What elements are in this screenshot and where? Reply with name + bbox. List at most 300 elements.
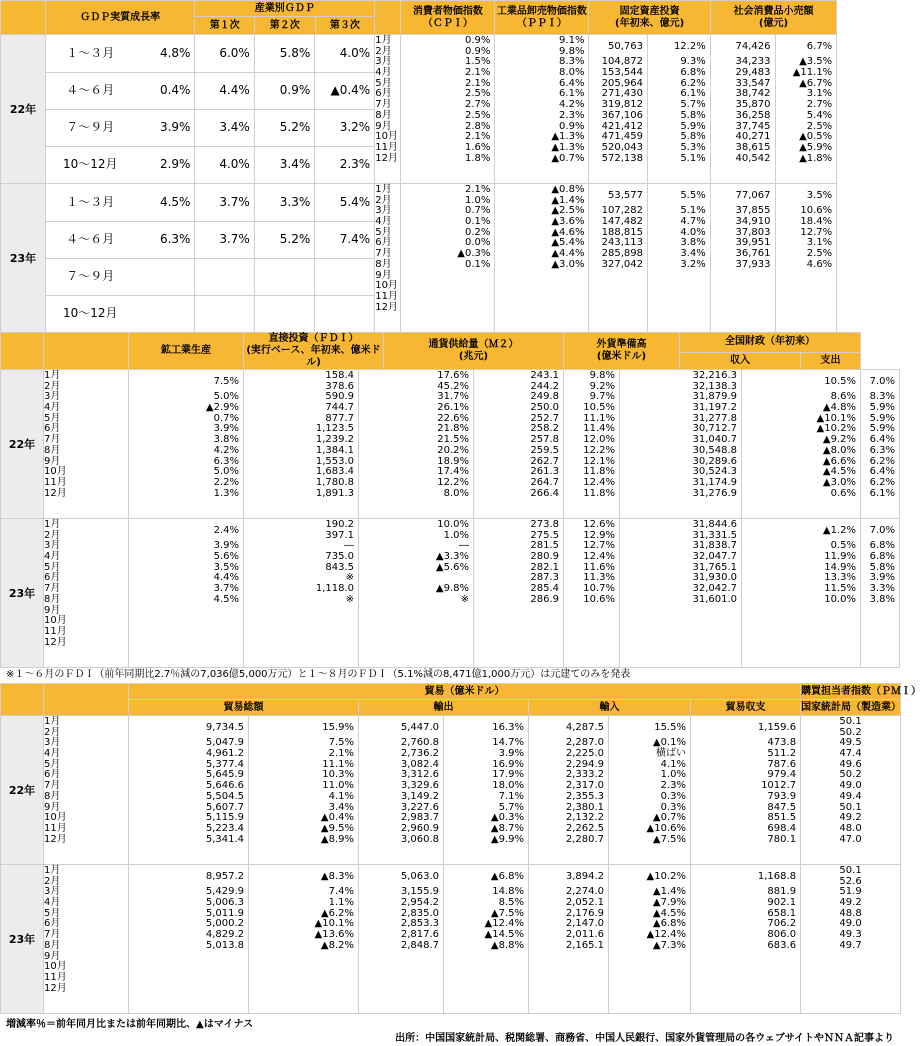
trade-total-2023 (129, 865, 249, 1014)
value-cell: 14.8% (492, 886, 524, 898)
value-cell: 30,524.3 (692, 466, 737, 478)
sector-gdp-value: 3.4% (254, 146, 314, 183)
month-label: 2月 (375, 194, 392, 206)
retail-yoy-2022 (775, 35, 837, 184)
value-cell: 10.6% (583, 593, 615, 605)
value-cell: 12.0% (583, 434, 615, 446)
month-label: 11月 (44, 971, 67, 983)
value-cell: 5,377.4 (205, 758, 244, 770)
value-cell: 31,879.9 (692, 391, 737, 403)
value-cell: 5.6% (213, 551, 239, 563)
value-cell: ▲0.4% (320, 812, 354, 824)
value-cell: 12.4% (583, 551, 615, 563)
value-cell: 843.5 (325, 561, 354, 573)
month-label: 5月 (44, 561, 61, 573)
month-label: 12月 (375, 152, 398, 164)
value-cell: 10.3% (322, 769, 354, 781)
header-pmi-nbs: 国家統計局（製造業） (801, 700, 901, 716)
value-cell: 205,964 (601, 77, 643, 89)
value-cell: 6.1% (869, 487, 895, 499)
value-cell: ▲8.2% (320, 939, 354, 951)
header-industrial-production: 鉱工業生産 (129, 333, 244, 370)
value-cell: 735.0 (325, 551, 354, 563)
value-cell: 847.5 (767, 801, 797, 813)
value-cell: 5,011.9 (205, 907, 244, 919)
value-cell: 7.0% (869, 525, 895, 536)
value-cell: 5.7% (498, 801, 524, 813)
value-cell: 4.1% (660, 758, 686, 770)
year-label-23: 23年 (1, 519, 44, 668)
value-cell: 52.6 (839, 875, 862, 887)
value-cell: 12.2% (583, 444, 615, 456)
month-label: 1月 (375, 184, 392, 195)
sector-gdp-value: ▲0.4% (315, 72, 374, 109)
value-cell: 3,149.2 (400, 790, 439, 802)
value-cell: 1.0% (464, 194, 491, 206)
value-cell: 18.9% (437, 455, 469, 467)
gdp-growth-value (135, 258, 195, 295)
pmi-nbs-2022 (801, 716, 901, 865)
trade-total-yoy-2022 (249, 716, 359, 865)
value-cell: 285.4 (530, 583, 559, 595)
value-cell: ▲4.5% (822, 466, 857, 478)
m2-yoy-2023 (564, 519, 620, 668)
month-label: 1月 (44, 716, 61, 727)
value-cell: 5,645.9 (205, 769, 244, 781)
value-cell: 0.3% (660, 790, 686, 802)
value-cell: 6.7% (806, 41, 833, 52)
month-label: 10月 (375, 131, 398, 143)
value-cell: 3.8% (213, 434, 239, 446)
month-label: 5月 (44, 758, 61, 770)
value-cell: 1.0% (660, 769, 686, 781)
fai-2023 (589, 184, 648, 333)
value-cell: 50.1 (839, 716, 862, 727)
footer-source: 出所：中国国家統計局、税関総署、商務省、中国人民銀行、国家外貨管理局の各ウェブサイトやＮＮＡ記事より (395, 1033, 894, 1044)
month-label: 6月 (44, 769, 61, 781)
value-cell: 1,683.4 (315, 466, 354, 478)
sector-gdp-value (315, 258, 374, 295)
value-cell: 2.5% (806, 248, 833, 260)
value-cell: ― (459, 540, 469, 552)
value-cell: 3.3% (869, 583, 895, 595)
quarter-label: １～３月 (66, 194, 115, 209)
value-cell: 8.3% (869, 391, 895, 403)
value-cell: 2.1% (464, 67, 491, 79)
month-label: 9月 (44, 950, 61, 962)
value-cell: 0.0% (464, 237, 491, 249)
value-cell: 50.2 (839, 769, 862, 781)
gdp-quarter-row (46, 109, 374, 146)
value-cell: 3.7% (213, 583, 239, 595)
value-cell: 806.0 (767, 929, 797, 941)
value-cell: 3,227.6 (400, 801, 439, 813)
value-cell: 47.4 (839, 748, 862, 760)
value-cell: 50.1 (839, 801, 862, 813)
value-cell: 8.6% (830, 391, 857, 403)
value-cell: 2,954.2 (400, 897, 439, 909)
month-label: 6月 (44, 918, 61, 930)
value-cell: 5.5% (680, 190, 706, 201)
value-cell: 49.2 (839, 897, 862, 909)
value-cell: 2,333.2 (565, 769, 604, 781)
month-label: 8月 (44, 939, 61, 951)
value-cell: 13.3% (824, 572, 857, 584)
value-cell: 6.3% (213, 455, 239, 467)
value-cell: 15.5% (654, 722, 686, 733)
imports-yoy-2023 (609, 865, 691, 1014)
value-cell: 49.7 (839, 939, 862, 951)
header-gdp-growth: ＧＤＰ実質成長率 (45, 1, 194, 35)
header-imports: 輸入 (529, 700, 691, 716)
value-cell: ▲4.8% (822, 402, 857, 414)
year-label-22: 22年 (1, 35, 46, 184)
value-cell: ▲4.4% (551, 248, 585, 260)
value-cell: 34,910 (735, 216, 771, 228)
value-cell: 21.5% (437, 434, 469, 446)
ip-2023 (129, 519, 244, 668)
value-cell: 14.7% (492, 737, 524, 749)
value-cell: 5.7% (680, 99, 706, 111)
value-cell: 6.2% (869, 455, 895, 467)
value-cell: 37,745 (735, 120, 771, 132)
value-cell: 3.5% (213, 561, 239, 573)
value-cell (495, 292, 588, 303)
value-cell: 3,329.6 (400, 780, 439, 792)
ip-2022 (129, 370, 244, 519)
gdp-quarter-row (46, 72, 374, 109)
value-cell: 5,341.4 (205, 833, 244, 845)
month-label: 6月 (375, 88, 392, 100)
value-cell: 38,742 (735, 88, 771, 100)
gdp-quarter-row (46, 184, 374, 221)
value-cell: 11.4% (583, 423, 615, 435)
value-cell: 横ばい (656, 748, 686, 760)
value-cell: 471,459 (601, 131, 643, 143)
value-cell: 5,047.9 (205, 737, 244, 749)
value-cell: ▲1.8% (799, 152, 833, 164)
month-label: 8月 (44, 444, 61, 456)
m2-2022 (474, 370, 564, 519)
header-expenditure: 支出 (801, 352, 861, 369)
value-cell: 273.8 (530, 519, 559, 530)
value-cell: 683.6 (767, 939, 797, 951)
value-cell: 397.1 (325, 529, 354, 541)
value-cell: 31,601.0 (692, 593, 737, 605)
value-cell: 1.1% (328, 897, 354, 909)
header-pmi: 購買担当者指数（ＰＭＩ） (801, 684, 901, 700)
value-cell: 2.3% (559, 109, 585, 121)
value-cell: 0.9% (464, 45, 491, 57)
value-cell: 8.3% (559, 56, 585, 68)
value-cell: 5.1% (680, 152, 706, 164)
gdp-growth-value: 3.9% (159, 120, 191, 134)
header-cpi: 消費者物価指数 （ＣＰＩ） (401, 1, 495, 35)
value-cell: ▲1.3% (551, 141, 585, 153)
value-cell: 8,957.2 (205, 871, 244, 882)
value-cell: 282.1 (530, 561, 559, 573)
value-cell: 1012.7 (761, 780, 797, 792)
value-cell: 6.8% (680, 67, 706, 79)
month-label: 7月 (375, 248, 392, 260)
imports-2023 (529, 865, 609, 1014)
value-cell: 4.7% (680, 216, 706, 228)
sector-gdp-value (315, 295, 374, 332)
month-label: 8月 (44, 790, 61, 802)
value-cell: ▲9.8% (435, 583, 469, 595)
gdp-growth-value: 2.9% (159, 157, 191, 172)
value-cell: 698.4 (767, 822, 797, 834)
value-cell: 250.0 (530, 402, 559, 414)
month-label: 4月 (44, 897, 61, 909)
value-cell: 50,763 (607, 41, 643, 52)
value-cell: 1.3% (213, 487, 239, 499)
header-retail-sales: 社会消費品小売額 (億元) (710, 1, 836, 35)
month-label: 1月 (44, 519, 61, 530)
fdi-yoy-2022 (359, 370, 474, 519)
value-cell: 3.4% (328, 801, 354, 813)
imports-2022 (529, 716, 609, 865)
value-cell: ※ (345, 593, 354, 605)
sector-gdp-value: 4.0% (195, 146, 254, 183)
quarter-label: １～３月 (66, 45, 115, 60)
sector-gdp-value (254, 295, 314, 332)
value-cell: ▲9.2% (822, 434, 857, 446)
value-cell: 9.1% (559, 35, 585, 46)
value-cell: ▲8.8% (490, 939, 524, 951)
value-cell (401, 281, 494, 292)
sector-gdp-value: 0.9% (254, 72, 314, 109)
value-cell: 31,930.0 (692, 572, 737, 584)
month-label: 8月 (375, 258, 392, 270)
value-cell: ▲13.6% (314, 929, 354, 941)
value-cell: 5,429.9 (205, 886, 244, 898)
value-cell: 4,287.5 (565, 722, 604, 733)
value-cell: 5.9% (869, 402, 895, 414)
gdp-growth-value: 4.5% (159, 194, 191, 209)
value-cell: 14.9% (824, 561, 857, 573)
value-cell: 11.1% (322, 758, 354, 770)
months-2022 (375, 35, 401, 184)
value-cell: 11.0% (322, 780, 354, 792)
value-cell: ▲9.5% (320, 822, 354, 834)
value-cell: 10.5% (824, 376, 857, 387)
value-cell: 3.9% (869, 572, 895, 584)
value-cell: 259.5 (530, 444, 559, 456)
months-2023 (44, 865, 129, 1014)
months-2022 (44, 716, 129, 865)
value-cell: 3,155.9 (400, 886, 439, 898)
value-cell: 47.0 (839, 833, 862, 845)
fai-yoy-2023 (647, 184, 710, 333)
value-cell: 9.7% (589, 391, 615, 403)
value-cell: 38,615 (735, 141, 771, 153)
fdi-yoy-2023 (359, 519, 474, 668)
cpi-2022 (401, 35, 495, 184)
value-cell: 6.1% (559, 88, 585, 100)
value-cell: 16.3% (492, 722, 524, 733)
month-label: 9月 (44, 801, 61, 813)
value-cell: 15.9% (322, 722, 354, 733)
month-label: 1月 (44, 865, 61, 876)
value-cell: ▲8.9% (320, 833, 354, 845)
retail-yoy-2023 (775, 184, 837, 333)
value-cell: 31,331.5 (692, 529, 737, 541)
value-cell: 51.9 (839, 886, 862, 898)
month-label: 10月 (375, 280, 398, 292)
month-label: 8月 (44, 593, 61, 605)
value-cell: 2,287.0 (565, 737, 604, 749)
value-cell: 5.8% (680, 131, 706, 143)
month-label: 5月 (44, 412, 61, 424)
value-cell: ▲14.5% (484, 929, 524, 941)
value-cell: 2,380.1 (565, 801, 604, 813)
months-2022 (44, 370, 129, 519)
value-cell: 3.8% (869, 593, 895, 605)
header-ppi: 工業品卸売物価指数 （ＰＰＩ） (495, 1, 589, 35)
fx-2022 (620, 370, 742, 519)
value-cell: 6.4% (559, 77, 585, 89)
sector-gdp-value: 6.0% (195, 35, 254, 72)
value-cell: 793.9 (767, 790, 797, 802)
value-cell: 473.8 (767, 737, 797, 749)
industry-fdi-money-table (0, 332, 900, 668)
value-cell: ▲3.5% (799, 56, 833, 68)
value-cell: ▲10.1% (314, 918, 354, 930)
value-cell: 327,042 (601, 258, 643, 270)
sector-gdp-value: 3.3% (254, 184, 314, 221)
value-cell: ▲1.4% (652, 886, 686, 898)
value-cell: ▲6.8% (652, 918, 686, 930)
value-cell: 4.5% (213, 593, 239, 605)
value-cell: 12.1% (583, 455, 615, 467)
month-label: 11月 (44, 822, 67, 834)
value-cell: 243,113 (601, 237, 643, 249)
value-cell: 49.0 (839, 918, 862, 930)
value-cell: 0.2% (464, 226, 491, 238)
value-cell: 32,042.7 (692, 583, 737, 595)
value-cell: 49.5 (839, 737, 862, 749)
value-cell: 244.2 (530, 380, 559, 392)
value-cell: 658.1 (767, 907, 797, 919)
value-cell: 6.3% (869, 444, 895, 456)
value-cell: 0.7% (213, 412, 239, 424)
value-cell: 3.9% (498, 748, 524, 760)
month-label: 7月 (375, 99, 392, 111)
value-cell: ▲9.9% (490, 833, 524, 845)
ppi-2023 (495, 184, 589, 333)
pmi-nbs-2023 (801, 865, 901, 1014)
quarter-label: ７～９月 (66, 120, 115, 134)
value-cell: 4.4% (213, 572, 239, 584)
value-cell: 706.2 (767, 918, 797, 930)
value-cell: 31,174.9 (692, 476, 737, 488)
value-cell: ※ (460, 593, 469, 605)
value-cell: 264.7 (530, 476, 559, 488)
value-cell: 243.1 (530, 370, 559, 381)
value-cell: 11.8% (583, 487, 615, 499)
quarter-label: 10～12月 (62, 306, 118, 321)
value-cell: 4.2% (213, 444, 239, 456)
month-label: 3月 (44, 737, 61, 749)
gdp-growth-value: 0.4% (159, 83, 191, 97)
value-cell: 0.9% (464, 35, 491, 46)
value-cell: 2,294.9 (565, 758, 604, 770)
value-cell: 1.8% (464, 152, 491, 164)
value-cell: 31.7% (437, 391, 469, 403)
value-cell: ▲0.3% (457, 248, 491, 260)
month-label: 8月 (375, 109, 392, 121)
value-cell: ▲12.4% (646, 929, 686, 941)
value-cell: ▲11.1% (792, 67, 833, 79)
month-label: 4月 (375, 216, 392, 228)
value-cell: ▲8.7% (490, 822, 524, 834)
sector-gdp-value: 4.0% (315, 35, 374, 72)
value-cell: ▲2.5% (551, 205, 585, 217)
value-cell: 9.8% (559, 45, 585, 57)
value-cell: ▲7.5% (652, 833, 686, 845)
gdp-growth-value (135, 295, 195, 332)
value-cell: 5,006.3 (205, 897, 244, 909)
value-cell: 8.0% (443, 487, 469, 499)
gdp-growth-value: 4.8% (159, 45, 191, 60)
sector-gdp-value (195, 258, 254, 295)
value-cell: 18.0% (492, 780, 524, 792)
value-cell: 5.3% (680, 141, 706, 153)
value-cell (401, 292, 494, 303)
quarter-label: ７～９月 (66, 269, 115, 283)
value-cell: 258.2 (530, 423, 559, 435)
value-cell: 147,482 (601, 216, 643, 228)
cpi-2023 (401, 184, 495, 333)
value-cell: 2,176.9 (565, 907, 604, 919)
value-cell: 49.0 (839, 780, 862, 792)
value-cell: 31,838.7 (692, 540, 737, 552)
value-cell: 0.7% (464, 205, 491, 217)
value-cell: 18.4% (800, 216, 833, 228)
month-label: 5月 (375, 77, 392, 89)
value-cell: 4.1% (328, 790, 354, 802)
value-cell: 77,067 (735, 190, 771, 201)
value-cell: 2,147.0 (565, 918, 604, 930)
value-cell (495, 303, 588, 314)
value-cell: 11.9% (824, 551, 857, 563)
value-cell: 520,043 (601, 141, 643, 153)
trade-total-yoy-2023 (249, 865, 359, 1014)
value-cell (495, 271, 588, 282)
value-cell: 10.0% (437, 519, 469, 530)
sector-gdp-value: 3.4% (195, 109, 254, 146)
value-cell: 17.6% (437, 370, 469, 381)
sector-gdp-value: 5.2% (254, 109, 314, 146)
value-cell: 5,646.6 (205, 780, 244, 792)
value-cell: 36,761 (735, 248, 771, 260)
value-cell: 17.9% (492, 769, 524, 781)
value-cell: 281.5 (530, 540, 559, 552)
value-cell: 378.6 (325, 380, 354, 392)
value-cell: 902.1 (767, 897, 797, 909)
value-cell: 17.4% (437, 466, 469, 478)
header-revenue: 収入 (680, 352, 801, 369)
value-cell: 2,835.0 (400, 907, 439, 919)
month-label: 2月 (44, 875, 61, 887)
value-cell: 9.2% (589, 380, 615, 392)
month-label: 2月 (44, 380, 61, 392)
value-cell: 32,216.3 (692, 370, 737, 381)
value-cell: 35,870 (735, 99, 771, 111)
month-label: 6月 (44, 572, 61, 584)
value-cell: ▲7.5% (490, 907, 524, 919)
